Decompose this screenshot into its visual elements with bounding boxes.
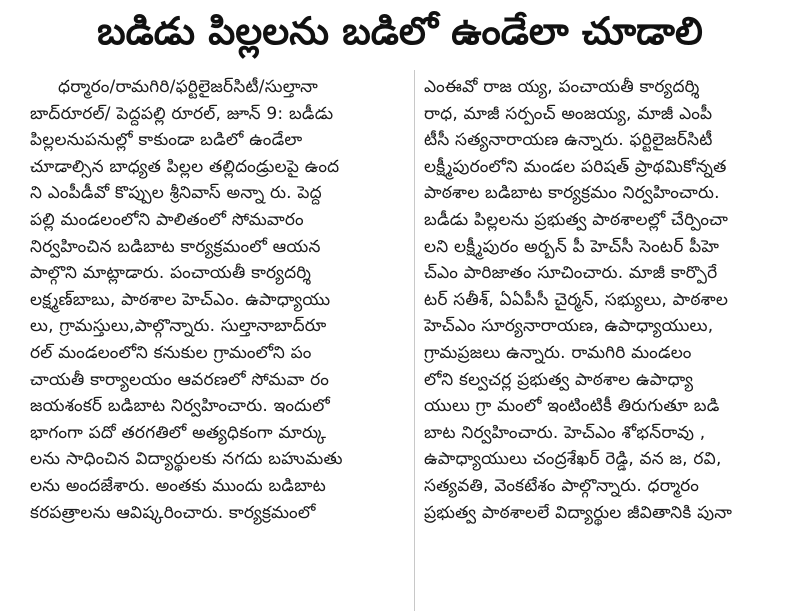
text-line: లని లక్ష్మీపురం అర్బన్ పీ హెచ్‌సీ సెంటర్ పీహె: [424, 236, 720, 257]
text-line: పల్లి మండలంలోని పాలితంలో సోమవారం: [30, 209, 304, 230]
text-line: చాయతీ కార్యాలయం ఆవరణలో సోమవా రం: [30, 369, 330, 390]
text-line: జయశంకర్ బడిబాట నిర్వహించారు. ఇందులో: [30, 396, 330, 417]
text-line: కరపత్రాలను ఆవిష్కరించారు. కార్యక్రమంలో: [30, 502, 316, 523]
text-line: బాద్‌రూరల్/ పెద్దపల్లి రూరల్, జూన్ 9: బడీడు: [30, 103, 334, 124]
text-line: గ్రామప్రజలు ఉన్నారు. రామగిరి మండలం: [424, 342, 692, 363]
text-line: పాల్గొని మాట్లాడారు. పంచాయతీ కార్యదర్శి: [30, 263, 312, 284]
text-line: రాధ, మాజీ సర్పంచ్ అంజయ్య, మాజీ ఎంపీ: [424, 103, 713, 124]
text-line: బాట నిర్వహించారు. హెచ్ఎం శోభన్‌రావు ,: [424, 422, 706, 443]
text-line: నిర్వహించిన బడిబాట కార్యక్రమంలో ఆయన: [30, 236, 321, 257]
text-line: చ్ఎం పారిజాతం సూచించారు. మాజీ కార్పొరే: [424, 263, 718, 284]
text-line: ఉపాధ్యాయులు చంద్రశేఖర్ రెడ్డి, వన జ, రవి,: [424, 449, 722, 470]
text-line: పిల్లలనుపనుల్లో కాకుండా బడిలో ఉండేలా: [30, 130, 303, 151]
text-line: ప్రభుత్వ పాఠశాలలే విద్యార్థుల జీవితానికి పునా: [424, 502, 733, 523]
text-line: ని ఎంపీడీవో కొప్పుల శ్రీనివాస్ అన్నా రు. పెద్ద: [30, 183, 322, 204]
text-line: హెచ్‌ఎం సూర్యనారాయణ, ఉపాధ్యాయులు,: [424, 316, 714, 337]
text-line: చూడాల్సిన బాధ్యత పిల్లల తల్లిదండ్రులపై ఉంద: [30, 156, 340, 177]
text-line: సత్యవతి, వెంకటేశం పాల్గొన్నారు. ధర్మారం: [424, 475, 700, 496]
text-line: లక్ష్మీపురంలోని మండల పరిషత్ ప్రాథమికోన్నత: [424, 156, 727, 177]
text-line: ఎంఈవో రాజ య్య, పంచాయతీ కార్యదర్శి: [424, 77, 700, 97]
text-line: ధర్మారం/రామగిరి/ఫర్టిలైజర్‌సిటీ/సుల్తానా: [58, 77, 319, 97]
text-line: టీసీ సత్యనారాయణ ఉన్నారు. ఫర్టిలైజర్‌సిటీ: [424, 130, 713, 151]
text-line: లు, గ్రామస్తులు,పాల్గొన్నారు. సుల్తానాబాద్‌రూ: [30, 316, 327, 337]
text-line: బడీడు పిల్లలను ప్రభుత్వ పాఠశాలల్లో చేర్పించా: [424, 209, 729, 230]
text-line: లను సాధించిన విద్యార్థులకు నగదు బహుమతు: [30, 449, 343, 470]
article-headline: బడిడు పిల్లలను బడిలో ఉండేలా చూడాలి: [97, 9, 703, 53]
text-line: పాఠశాల బడిబాట కార్యక్రమం నిర్వహించారు.: [424, 183, 720, 204]
text-line: టర్ సతీశ్, ఏఏపీసీ చైర్మన్, సభ్యులు, పాఠశాల: [424, 289, 729, 310]
left-column: [0, 74, 410, 611]
text-line: భాగంగా పదో తరగతిలో అత్యధికంగా మార్కు: [30, 422, 327, 443]
text-line: యులు గ్రా మంలో ఇంటింటికీ తిరుగుతూ బడి: [424, 396, 720, 417]
text-line: లను అందజేశారు. అంతకు ముందు బడిబాట: [30, 475, 326, 496]
right-column: [422, 74, 800, 611]
text-line: లక్ష్మణ్‌బాబు, పాఠశాల హెచ్‌ఎం. ఉపాధ్యాయు: [30, 289, 331, 310]
text-line: లోని కల్వచర్ల ప్రభుత్వ పాఠశాల ఉపాధ్యా: [424, 369, 694, 390]
column-divider: [414, 70, 415, 611]
text-line: రల్ మండలంలోని కనుకుల గ్రామంలోని పం: [30, 342, 312, 363]
